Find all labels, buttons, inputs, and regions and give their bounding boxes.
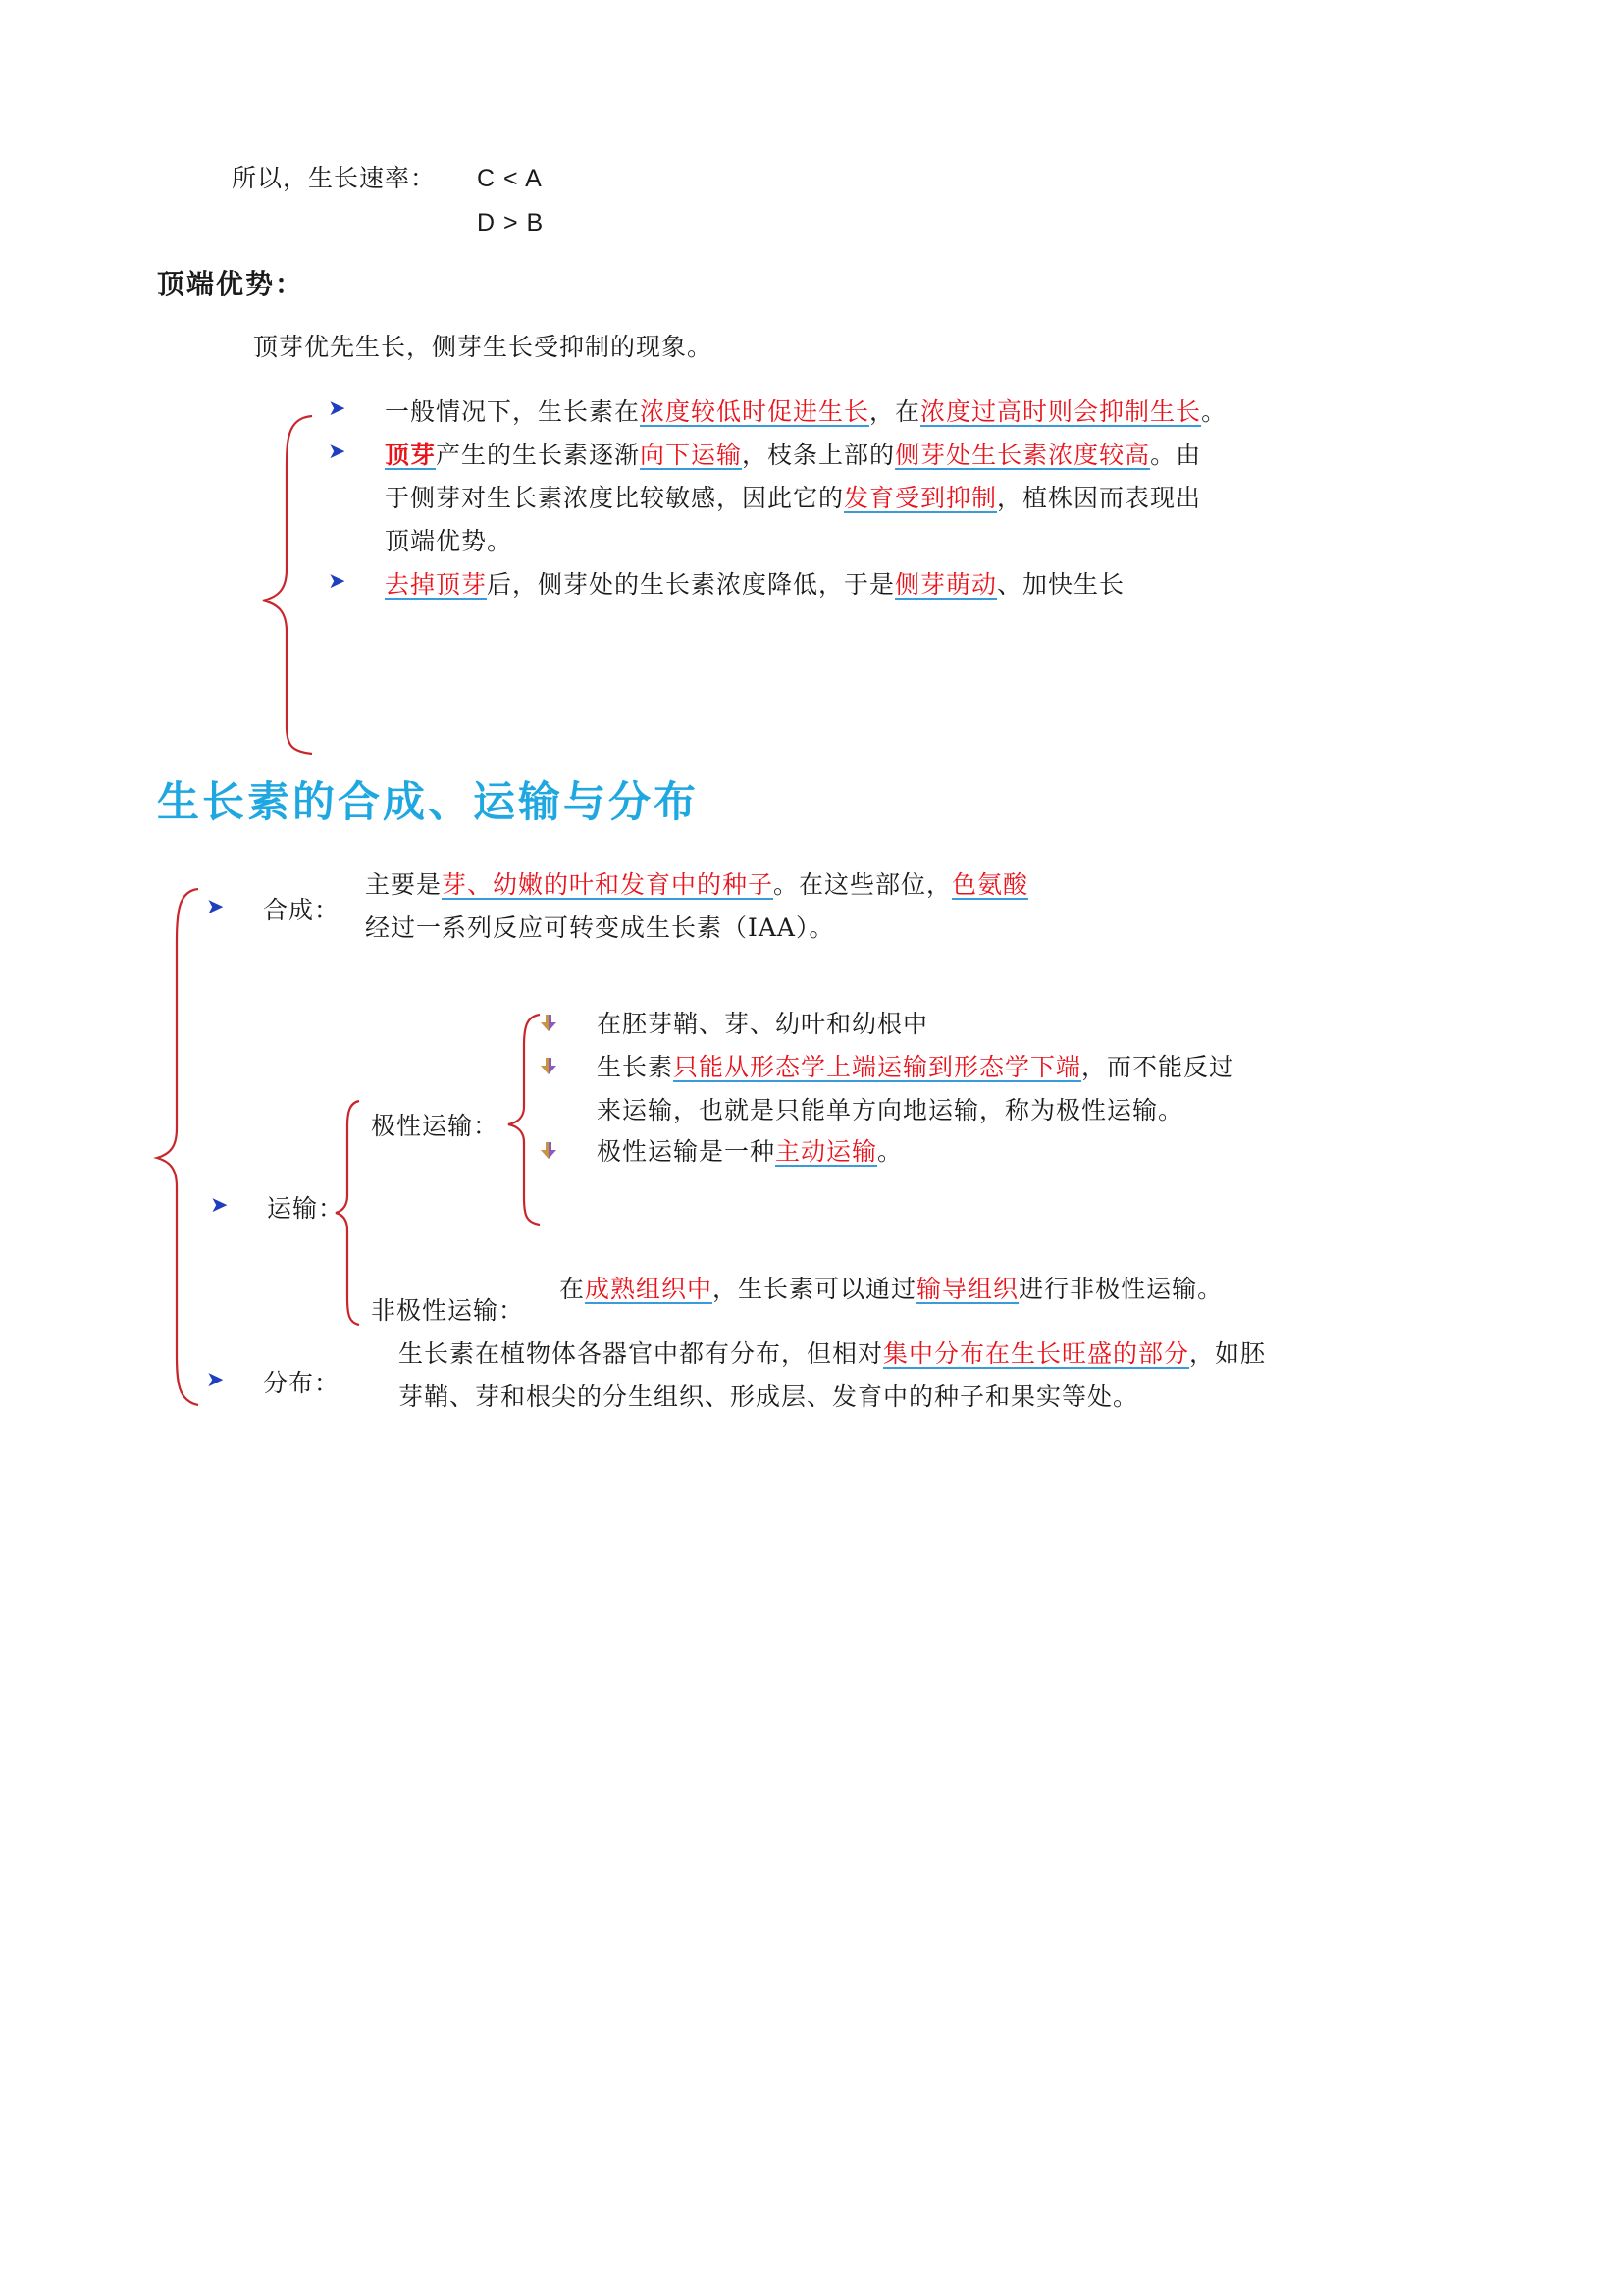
transport-brace-icon [334,1097,363,1332]
synthesis-line-2: 经过一系列反应可转变成生长素（IAA）。 [365,913,835,942]
apical-item-3: 去掉顶芽后，侧芽处的生长素浓度降低，于是侧芽萌动、加快生长 [385,570,1126,599]
growth-rate-label: 所以，生长速率： [232,164,437,192]
polar-item-3: 极性运输是一种主动运输。 [597,1137,904,1166]
down-arrow-bullet-icon [538,1140,559,1162]
bullet-arrow-icon: ➤ [328,440,346,464]
apical-item-2-line-1: 顶芽产生的生长素逐渐向下运输，枝条上部的侧芽处生长素浓度较高。由 [385,441,1202,469]
polar-item-2-line-2: 来运输，也就是只能单方向地运输，称为极性运输。 [597,1096,1184,1124]
apical-brace-icon [257,412,316,756]
apical-item-1: 一般情况下，生长素在浓度较低时促进生长，在浓度过高时则会抑制生长。 [385,397,1228,426]
transport-label: 运输： [267,1194,344,1223]
distribution-line-1: 生长素在植物体各器官中都有分布，但相对集中分布在生长旺盛的部分，如胚 [398,1339,1267,1368]
nonpolar-transport-text: 在成熟组织中，生长素可以通过输导组织进行非极性运输。 [559,1275,1224,1303]
apical-dominance-definition: 顶芽优先生长，侧芽生长受抑制的现象。 [253,333,713,361]
nonpolar-transport-label: 非极性运输： [371,1296,525,1325]
polar-transport-label: 极性运输： [371,1112,499,1140]
apical-dominance-heading: 顶端优势： [157,268,305,300]
polar-item-1: 在胚芽鞘、芽、幼叶和幼根中 [597,1010,929,1038]
polar-brace-icon [504,1011,544,1228]
synthesis-label: 合成： [263,896,340,924]
bullet-arrow-icon: ➤ [206,895,225,919]
bullet-arrow-icon: ➤ [328,396,346,421]
bullet-arrow-icon: ➤ [210,1193,229,1218]
down-arrow-bullet-icon [538,1056,559,1077]
down-arrow-bullet-icon [538,1013,559,1034]
section-brace-icon [153,883,202,1413]
section-heading: 生长素的合成、运输与分布 [157,778,699,827]
distribution-label: 分布： [263,1369,340,1397]
bullet-arrow-icon: ➤ [328,569,346,594]
relation-d-b: D > B [477,209,545,236]
distribution-line-2: 芽鞘、芽和根尖的分生组织、形成层、发育中的种子和果实等处。 [398,1383,1139,1411]
polar-item-2-line-1: 生长素只能从形态学上端运输到形态学下端，而不能反过 [597,1053,1235,1081]
apical-item-2-line-3: 顶端优势。 [385,527,513,555]
synthesis-line-1: 主要是芽、幼嫩的叶和发育中的种子。在这些部位，色氨酸 [365,870,1029,899]
bullet-arrow-icon: ➤ [206,1368,225,1392]
apical-item-2-line-2: 于侧芽对生长素浓度比较敏感，因此它的发育受到抑制，植株因而表现出 [385,484,1202,512]
relation-c-a: C < A [477,165,543,192]
